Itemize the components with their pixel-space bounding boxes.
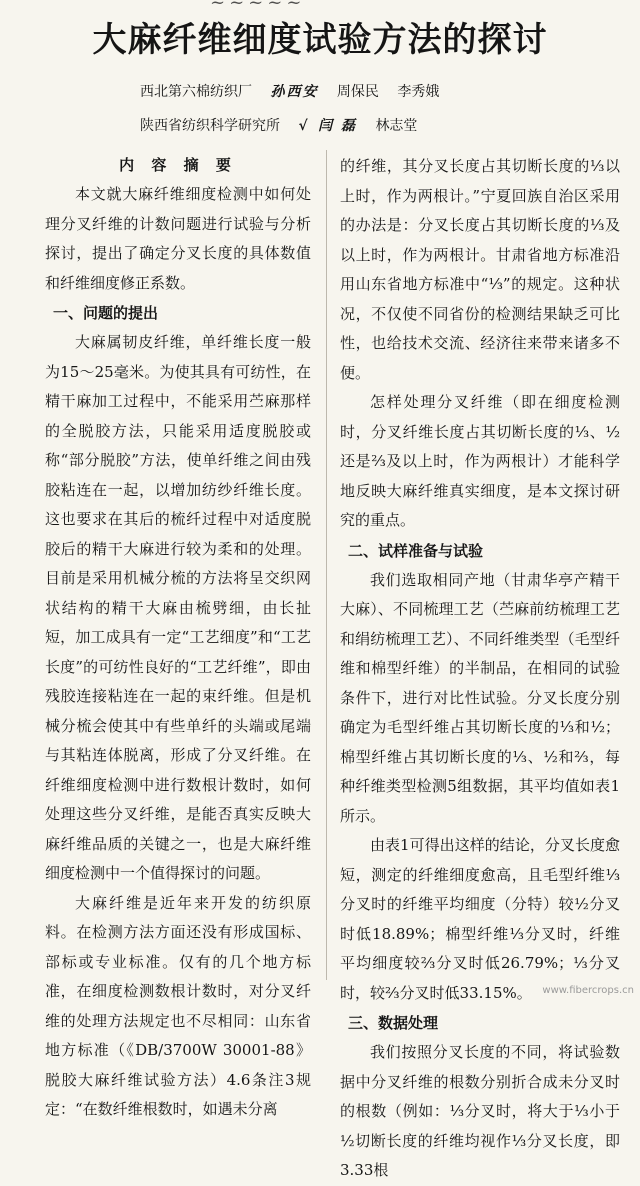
section-heading: 一、问题的提出 <box>53 304 159 322</box>
paper-title: 大麻纤维细度试验方法的探讨 <box>92 20 548 60</box>
body-paragraph: 怎样处理分叉纤维（即在细度检测时，分叉纤维长度占其切断长度的⅓、½还是⅔及以上时，作为两根计）才能科学地反映大麻纤维真实细度，是本文探讨研究的重点。 <box>340 393 620 529</box>
check-mark: √ <box>298 118 308 134</box>
body-paragraph: 大麻纤维是近年来开发的纺织原料。在检测方法方面还没有形成国标、部标或专业标准。仅有的几个地方标准，在细度检测数根计数时，对分叉纤维的处理方法规定也不尽相同：山东省地方标准（《DB/3700W 30001-88》脱胶大麻纤维试验方法）4.6条注3规定：“在数纤维根数时，如遇未分离 <box>45 893 311 1118</box>
affiliation-2: 陕西省纺织科学研究所 <box>140 118 280 134</box>
right-column <box>340 152 620 1186</box>
author-block <box>140 75 560 143</box>
body-paragraph: 我们选取相同产地（甘肃华亭产精干大麻）、不同梳理工艺（苎麻前纺梳理工艺和绢纺梳理工艺）、不同纤维类型（毛型纤维和棉型纤维）的半制品，在相同的试验条件下，进行对比性试验。分叉长度分别确定为毛型纤维占其切断长度的⅓和½；棉型纤维占其切断长度的⅓、½和⅔，每种纤维类型检测5组数据，其平均值如表1所示。 <box>340 570 620 825</box>
handwritten-scribble: ~~~~~ <box>210 0 306 13</box>
author-name: 孙西安 <box>270 84 319 100</box>
abstract-heading: 内 容 摘 要 <box>119 156 237 174</box>
watermark: www.fibercrops.cn <box>542 985 634 996</box>
body-paragraph: 大麻属韧皮纤维，单纤维长度一般为15～25毫米。为使其具有可纺性，在精干麻加工过程中，不能采用苎麻那样的全脱胶方法，只能采用适度脱胶或称“部分脱胶”方法，使单纤维之间由残胶粘连在一起，以增加纺纱纤维长度。这也要求在其后的梳纤过程中对适度脱胶后的精干大麻进行较为柔和的处理。目前是采用机械分梳的方法将呈交织网状结构的精干大麻由梳劈细，由长扯短，加工成具有一定“工艺细度”和“工艺长度”的可纺性良好的“工艺纤维”，即由残胶连接粘连在一起的束纤维。但是机械分梳会使其中有些单纤的头端或尾端与其粘连体脱离，形成了分叉纤维。在纤维细度检测中进行数根计数时，如何处理这些分叉纤维，是能否真实反映大麻纤维品质的关键之一，也是大麻纤维细度检测中一个值得探讨的问题。 <box>45 333 311 882</box>
body-paragraph: 的纤维，其分叉长度占其切断长度的⅓以上时，作为两根计。”宁夏回族自治区采用的办法是：分叉长度占其切断长度的⅓及以上时，作为两根计。甘肃省地方标准沿用山东省地方标准中“⅓”的规定。这种状况，不仅使不同省份的检测结果缺乏可比性，也给技术交流、经济往来带来诸多不便。 <box>340 157 620 382</box>
column-divider <box>326 150 327 980</box>
author-name: 林志堂 <box>375 118 418 134</box>
author-name: 李秀娥 <box>397 84 440 100</box>
author-name: 闫 磊 <box>318 118 357 134</box>
author-row-1 <box>140 75 560 109</box>
body-paragraph: 我们按照分叉长度的不同，将试验数据中分叉纤维的根数分别折合成未分叉时的根数（例如：⅓分叉时，将大于⅓小于½切断长度的纤维均视作⅓分叉长度，即3.33根 <box>340 1043 620 1179</box>
section-heading: 二、试样准备与试验 <box>348 541 484 560</box>
left-column <box>45 150 311 1125</box>
body-paragraph: 由表1可得出这样的结论，分叉长度愈短，测定的纤维细度愈高，且毛型纤维⅓分叉时的纤维平均细度（分特）较½分叉时低18.89%；棉型纤维⅓分叉时，纤维平均细度较⅔分叉时低26.79%；⅓分叉时，较⅔分叉时低33.15%。 <box>340 836 620 1002</box>
author-row-2 <box>140 109 560 143</box>
affiliation-1: 西北第六棉纺织厂 <box>140 84 252 100</box>
author-name: 周保民 <box>336 84 379 100</box>
section-heading: 三、数据处理 <box>348 1014 439 1032</box>
abstract-text: 本文就大麻纤维细度检测中如何处理分叉纤维的计数问题进行试验与分析探讨，提出了确定分叉长度的具体数值和纤维细度修正系数。 <box>45 185 311 292</box>
